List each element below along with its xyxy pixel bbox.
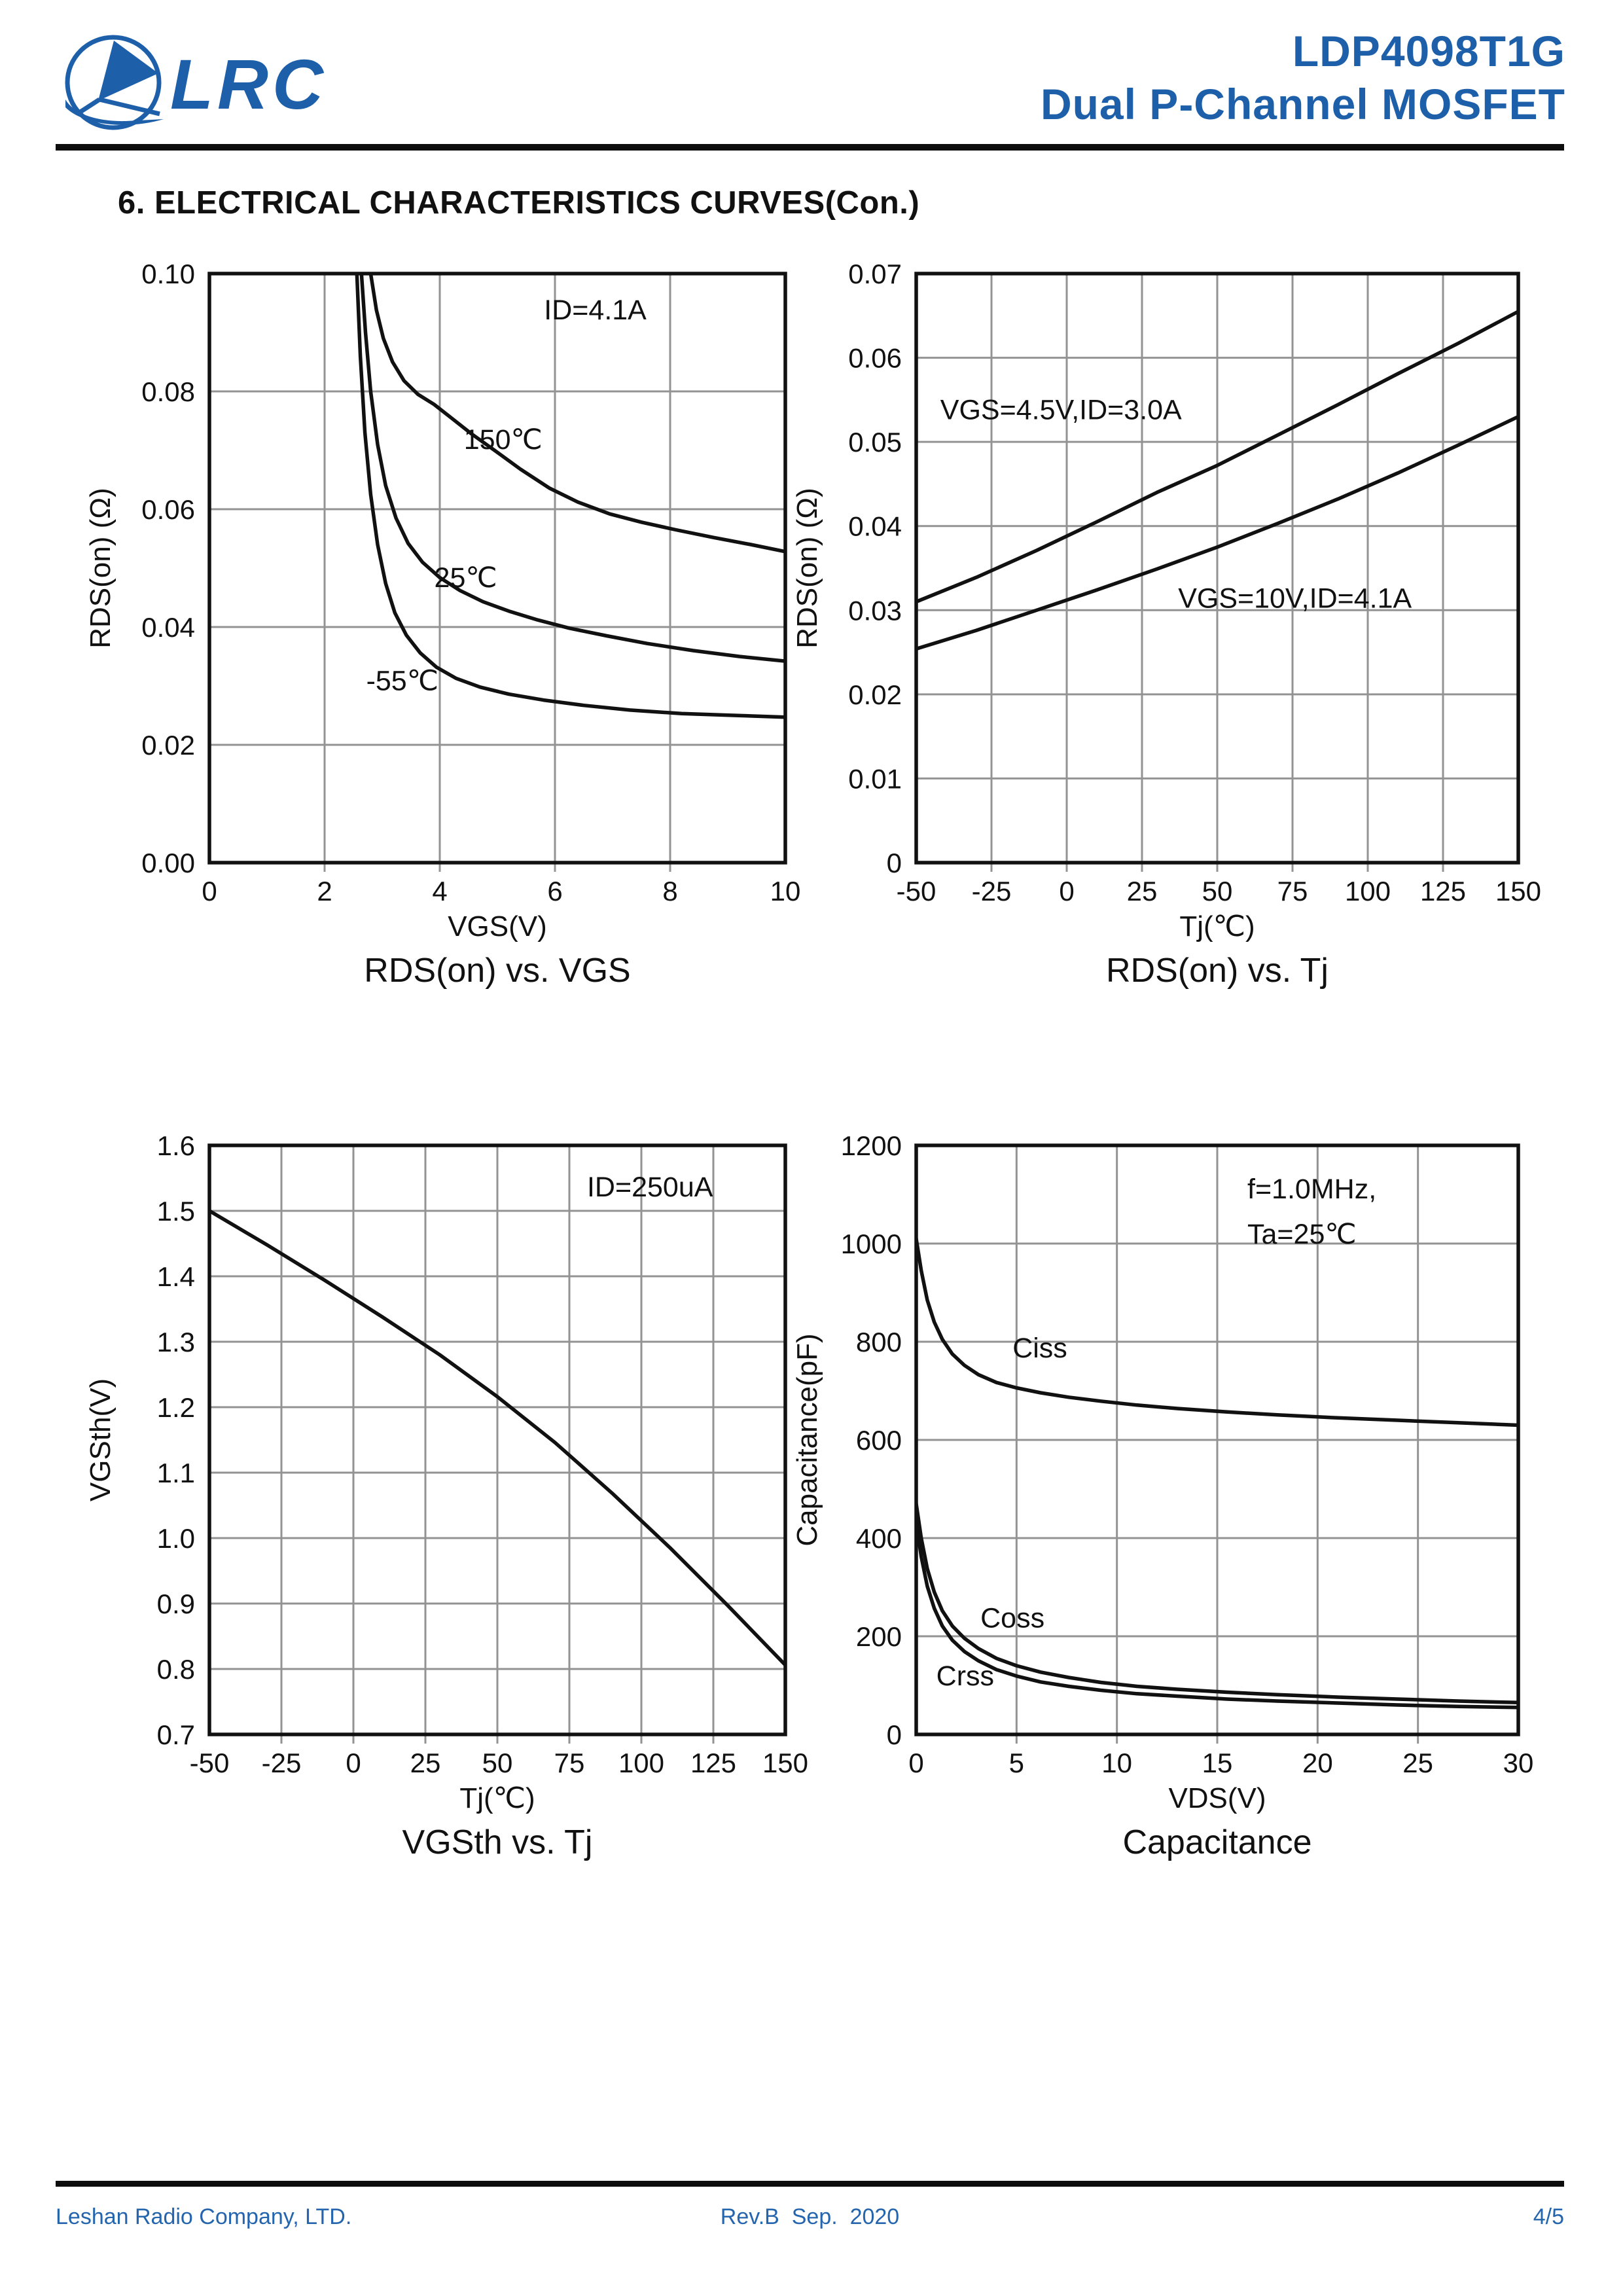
x-axis-title: Tj(℃) — [459, 1782, 535, 1814]
annotation: f=1.0MHz, — [1247, 1174, 1377, 1205]
y-tick-label: 0.9 — [156, 1588, 195, 1619]
x-tick-label: 25 — [1402, 1748, 1434, 1778]
footer-company: Leshan Radio Company, LTD. — [56, 2204, 352, 2229]
section-heading: 6. ELECTRICAL CHARACTERISTICS CURVES(Con.) — [118, 185, 920, 221]
curve-label: 150℃ — [463, 424, 543, 456]
x-axis-title: Tj(℃) — [1179, 910, 1255, 942]
x-tick-label: 4 — [432, 876, 448, 906]
y-tick-label: 0.03 — [848, 595, 902, 626]
chart-capacitance — [772, 1127, 1558, 1906]
x-tick-label: 25 — [1126, 876, 1158, 906]
y-tick-label: 0.06 — [848, 342, 902, 374]
y-axis-title: Capacitance(pF) — [791, 1333, 823, 1547]
footer-rule — [56, 2181, 1564, 2187]
footer-revision: Rev.B Sep. 2020 — [720, 2204, 900, 2229]
y-tick-label: 1200 — [840, 1130, 902, 1161]
lrc-logo — [60, 22, 342, 135]
x-tick-label: -50 — [896, 876, 936, 906]
x-tick-label: -25 — [971, 876, 1012, 906]
y-tick-label: 1000 — [840, 1229, 902, 1259]
y-tick-label: 0.06 — [141, 494, 195, 525]
y-tick-label: 1.0 — [156, 1523, 195, 1554]
y-axis-title: VGSth(V) — [84, 1378, 116, 1502]
logo-flag-shape — [98, 41, 158, 101]
y-tick-label: 0.8 — [156, 1654, 195, 1685]
y-tick-label: 0.01 — [848, 763, 902, 795]
y-tick-label: 1.4 — [156, 1261, 195, 1292]
curve-label: VGS=4.5V,ID=3.0A — [940, 394, 1182, 426]
x-tick-label: 20 — [1302, 1748, 1333, 1778]
chart-rdson-vs-vgs — [65, 257, 812, 1003]
x-tick-label: 10 — [770, 876, 801, 906]
y-tick-label: 0.04 — [848, 511, 902, 542]
curve-label: VGS=10V,ID=4.1A — [1178, 583, 1412, 615]
x-tick-label: 10 — [1101, 1748, 1133, 1778]
chart-title: VGSth vs. Tj — [402, 1823, 593, 1861]
x-axis-title: VDS(V) — [1168, 1782, 1266, 1814]
y-tick-label: 0.08 — [141, 376, 195, 407]
x-tick-label: 50 — [482, 1748, 513, 1778]
x-tick-label: 75 — [1277, 876, 1308, 906]
chart-title: RDS(on) vs. Tj — [1106, 952, 1329, 990]
y-tick-label: 1.3 — [156, 1327, 195, 1357]
y-tick-label: 200 — [855, 1621, 902, 1652]
y-axis-title: RDS(on) (Ω) — [791, 488, 823, 649]
x-tick-label: 0 — [908, 1748, 924, 1778]
x-tick-label: 30 — [1503, 1748, 1534, 1778]
x-tick-label: 75 — [554, 1748, 585, 1778]
x-tick-label: 125 — [1419, 876, 1467, 906]
y-tick-label: 0.10 — [141, 259, 195, 289]
chart-title: RDS(on) vs. VGS — [364, 952, 631, 990]
x-tick-label: 0 — [202, 876, 217, 906]
curve-label: Ciss — [1012, 1333, 1067, 1364]
x-tick-label: 15 — [1202, 1748, 1233, 1778]
y-tick-label: 0 — [886, 848, 902, 878]
x-tick-label: 100 — [618, 1748, 665, 1778]
y-tick-label: 1.6 — [156, 1130, 195, 1161]
y-tick-label: 0.7 — [156, 1719, 195, 1750]
y-tick-label: 0.00 — [141, 848, 195, 878]
chart-vgsth-vs-tj — [65, 1127, 812, 1906]
curve-25℃ — [361, 274, 785, 661]
chart-rdson-vs-tj — [772, 257, 1558, 1003]
y-tick-label: 0.07 — [848, 259, 902, 289]
y-tick-label: 0.04 — [141, 612, 195, 643]
annotation: ID=250uA — [586, 1172, 713, 1203]
x-tick-label: -25 — [261, 1748, 302, 1778]
chart-canvas — [65, 1127, 812, 1906]
x-tick-label: 125 — [690, 1748, 737, 1778]
y-tick-label: 1.5 — [156, 1196, 195, 1227]
x-tick-label: 0 — [346, 1748, 361, 1778]
x-tick-label: 6 — [547, 876, 563, 906]
curve-label: Coss — [980, 1602, 1045, 1634]
x-tick-label: -50 — [189, 1748, 230, 1778]
y-tick-label: 0.05 — [848, 427, 902, 458]
logo-text: LRC — [170, 45, 327, 124]
y-tick-label: 0.02 — [141, 730, 195, 761]
y-tick-label: 800 — [855, 1327, 902, 1357]
header-rule — [56, 144, 1564, 151]
curve--55℃ — [357, 274, 785, 717]
y-tick-label: 1.1 — [156, 1458, 195, 1488]
plot-border — [209, 274, 785, 863]
y-tick-label: 600 — [855, 1425, 902, 1456]
x-tick-label: 150 — [762, 1748, 809, 1778]
logo-triangle-lines — [77, 99, 160, 114]
chart-title: Capacitance — [1122, 1823, 1312, 1861]
footer — [56, 2204, 1564, 2236]
y-tick-label: 0.02 — [848, 679, 902, 710]
part-number: LDP4098T1G — [1292, 27, 1565, 75]
x-tick-label: 50 — [1202, 876, 1233, 906]
chart-canvas — [772, 1127, 1558, 1906]
curve-label: 25℃ — [434, 562, 497, 594]
y-tick-label: 0 — [886, 1719, 902, 1750]
lrc-logo-mark — [60, 22, 342, 135]
chart-canvas — [65, 257, 812, 1003]
y-tick-label: 400 — [855, 1523, 902, 1554]
device-subtitle: Dual P-Channel MOSFET — [1040, 79, 1565, 128]
x-axis-title: VGS(V) — [448, 910, 547, 942]
y-tick-label: 1.2 — [156, 1392, 195, 1423]
y-axis-title: RDS(on) (Ω) — [84, 488, 116, 649]
x-tick-label: 2 — [317, 876, 332, 906]
curve-label: -55℃ — [366, 665, 439, 697]
x-tick-label: 5 — [1008, 1748, 1025, 1778]
x-tick-label: 100 — [1344, 876, 1391, 906]
annotation: Ta=25℃ — [1247, 1219, 1357, 1250]
footer-page-number: 4/5 — [1533, 2204, 1564, 2229]
annotation: ID=4.1A — [544, 295, 647, 327]
curve-label: Crss — [936, 1660, 995, 1692]
x-tick-label: 25 — [410, 1748, 441, 1778]
x-tick-label: 150 — [1495, 876, 1542, 906]
x-tick-label: 0 — [1059, 876, 1075, 906]
x-tick-label: 8 — [662, 876, 678, 906]
chart-canvas — [772, 257, 1558, 1003]
header-titles — [1041, 25, 1565, 130]
